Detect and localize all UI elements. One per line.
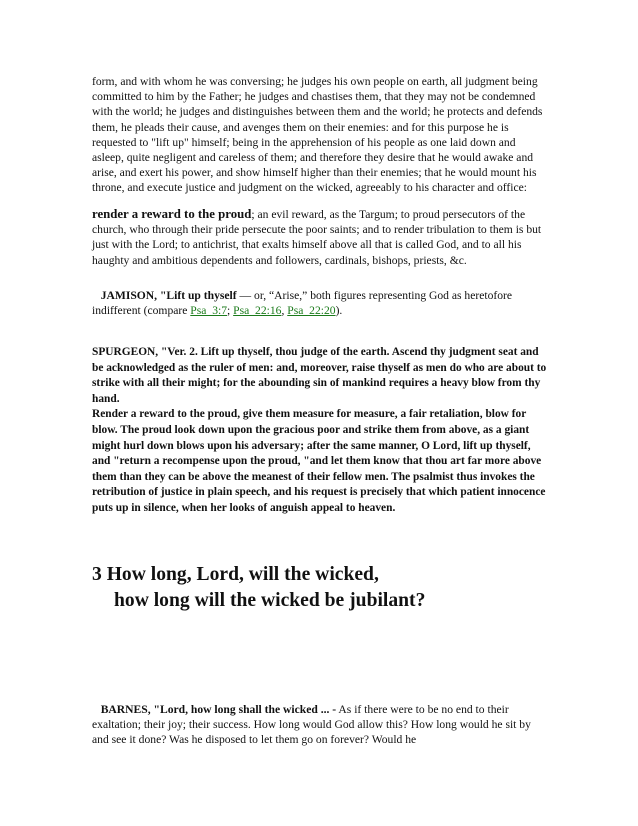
jamison-paragraph	[92, 288, 547, 318]
verse-heading	[92, 562, 562, 614]
barnes-text: As if there were to be no end to their exaltation; their joy; their success. How long would God allow this? How long would he sit by and see it done? Was he disposed to let them go on forever? Would he	[92, 703, 531, 747]
spurgeon-paragraph-2: Render a reward to the proud, give them measure for measure, a fair retaliation, blow for blow. The proud look down upon the gracious poor and strike them from above, as a giant might hurl down blows upon his adversary; after the same manner, O Lord, lift up thyself, and "return a recompense upon the proud, "and let them know that thou art far more above them than they can be above the meanest of their fellow men. The psalmist thus invokes the retribution of justice in plain speech, and his request is precisely that which patient innocence puts up in silence, when her looks of anguish appeal to heaven.	[92, 408, 546, 514]
spurgeon-paragraph-1: SPURGEON, "Ver. 2. Lift up thyself, thou judge of the earth. Ascend thy judgment seat and be acknowledged as the ruler of men: and, moreover, raise thyself as men do who are about to strike with all their might; for the abounding sin of mankind requires a heavy blow from thy hand.	[92, 346, 547, 405]
scripture-link-psa-22-16[interactable]: Psa_22:16	[233, 304, 282, 318]
barnes-lead: BARNES, "Lord, how long shall the wicked ... -	[100, 703, 337, 716]
scripture-link-psa-3-7[interactable]: Psa_3:7	[190, 304, 228, 318]
verse-line-2: how long will the wicked be jubilant?	[114, 590, 426, 611]
jamison-text: — or, “Arise,” both figures representing God as heretofore indifferent (compare	[92, 289, 513, 318]
barnes-paragraph	[92, 702, 547, 748]
jamison-lead: JAMISON, "Lift up thyself	[100, 289, 237, 302]
spurgeon-commentary	[92, 345, 547, 517]
gill-paragraph-reward	[92, 207, 547, 268]
verse-line-1: 3 How long, Lord, will the wicked,	[92, 564, 379, 585]
gill-paragraph-continued: form, and with whom he was conversing; he judges his own people on earth, all judgment being committed to him by the Father; he judges and chastises them, that they may not be condemned with the world; he judges and distinguishes between them and the world; he protects and defends them, he pleads their cause, and avenges them on their enemies: and for this purpose he is requested to "lift up" himself; being in the apprehension of his people as one laid down and asleep, quite negligent and careless of them; and therefore they desire that he would awake and arise, and exert his power, and show himself higher than their enemies; that he would mount his throne, and execute justice and judgment on the wicked, agreeably to his character and office:	[92, 75, 543, 195]
separator: ;	[227, 304, 234, 318]
paragraph-text: ; an evil reward, as the Targum; to proud persecutors of the church, who through their pride persecute the poor saints; and to render tribulation to them is but just with the Lord; to antichrist, that exalts himself above all that is called God, and to all his haughty and ambitious dependents and followers, cardinals, bishops, priests, &c.	[92, 208, 542, 267]
scripture-link-psa-22-20[interactable]: Psa_22:20	[287, 304, 336, 318]
closing-text: ).	[335, 304, 343, 318]
separator: ,	[281, 304, 288, 318]
bold-term: render a reward to the proud	[92, 207, 252, 221]
